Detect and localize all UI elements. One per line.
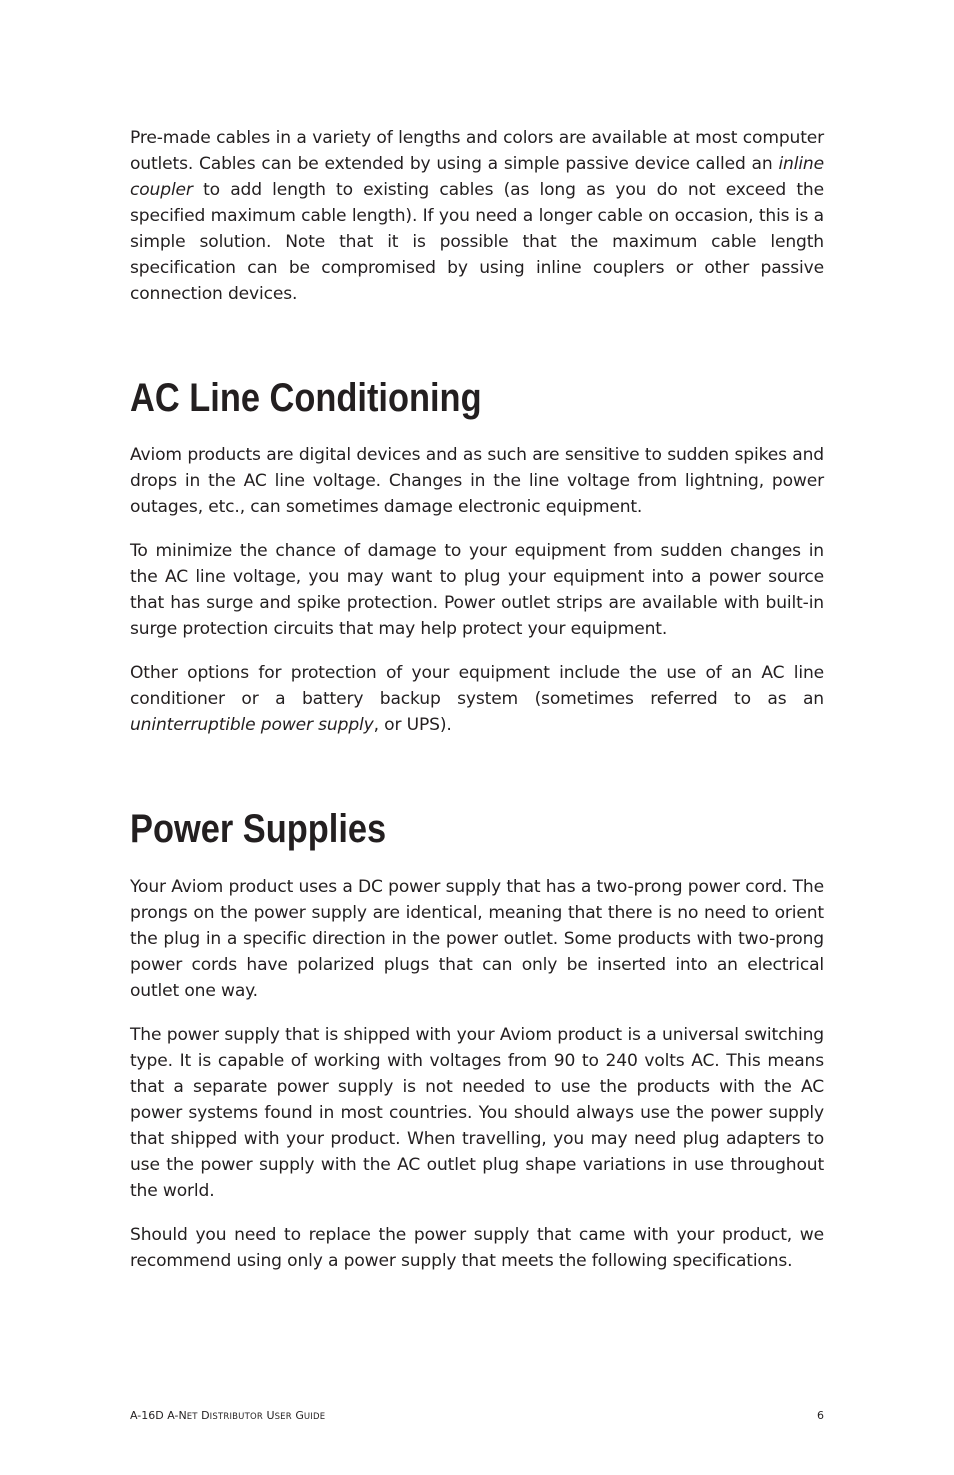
power-paragraph-3: Should you need to replace the power supply that came with your product, we recommend using only a power supply that meets the following specifications. <box>130 1225 824 1271</box>
footer-title-part: ET <box>186 1412 198 1422</box>
footer-page-number: 6 <box>817 1409 824 1422</box>
power-paragraph-2: The power supply that is shipped with your Aviom product is a universal switching type. It is capable of working with voltages from 90 to 240 volts AC. This means that a separate power supply is not needed to use the products with the AC power systems found in most countries. You should always use the power supply that shipped with your product. When travelling, you may need plug adapters to use the power supply with the AC outlet plug shape variations in use throughout the world. <box>130 1025 824 1201</box>
ac-paragraph-2: To minimize the chance of damage to your equipment from sudden changes in the AC line voltage, you may want to plug your equipment into a power source that has surge and spike protection. Power outlet strips are available with built-in surge protection circuits that may help protect your equipment. <box>130 541 824 639</box>
footer-title-part: UIDE <box>303 1412 326 1422</box>
footer-title-part: ISTRIBUTOR <box>209 1412 263 1422</box>
footer-title-part: SER <box>274 1412 292 1422</box>
intro-text-after: to add length to existing cables (as long as you do not exceed the specified maximum cable length). If you need a longer cable on occasion, this is a simple solution. Note that it is possible that the maximum cable length specification can be compromised by using inline couplers or other passive connection devices. <box>130 180 824 304</box>
intro-text-before: Pre-made cables in a variety of lengths and colors are available at most computer outlets. Cables can be extended by using a simple passive device called an <box>130 128 824 174</box>
ac-p3-text-before: Other options for protection of your equipment include the use of an AC line conditioner or a battery backup system (sometimes referred to as an <box>130 663 824 709</box>
footer-title-part: U <box>263 1409 275 1422</box>
ac-paragraph-3 <box>130 660 824 738</box>
section-heading-power-supplies: Power Supplies <box>130 807 387 851</box>
ac-paragraph-1: Aviom products are digital devices and as such are sensitive to sudden spikes and drops in the AC line voltage. Changes in the line voltage from lightning, power outages, etc., can sometimes damage electronic equipment. <box>130 445 824 517</box>
section-heading-ac-line-conditioning: AC Line Conditioning <box>130 376 482 420</box>
page-footer <box>130 1408 824 1425</box>
intro-paragraph <box>130 125 824 307</box>
footer-title-part: G <box>291 1409 304 1422</box>
intro-emphasis: inline coupler <box>130 154 824 200</box>
ac-p3-text-after: , or UPS). <box>373 715 452 735</box>
ac-p3-emphasis: uninterruptible power supply <box>130 715 374 735</box>
document-page <box>130 125 824 1274</box>
footer-title-part: A-16D A-N <box>130 1409 187 1422</box>
footer-title-part: D <box>197 1409 210 1422</box>
footer-document-title <box>130 1408 325 1425</box>
power-paragraph-1: Your Aviom product uses a DC power supply that has a two-prong power cord. The prongs on the power supply are identical, meaning that there is no need to orient the plug in a specific direction in the power outlet. Some products with two-prong power cords have polarized plugs that can only be inserted into an electrical outlet one way. <box>130 877 824 1001</box>
